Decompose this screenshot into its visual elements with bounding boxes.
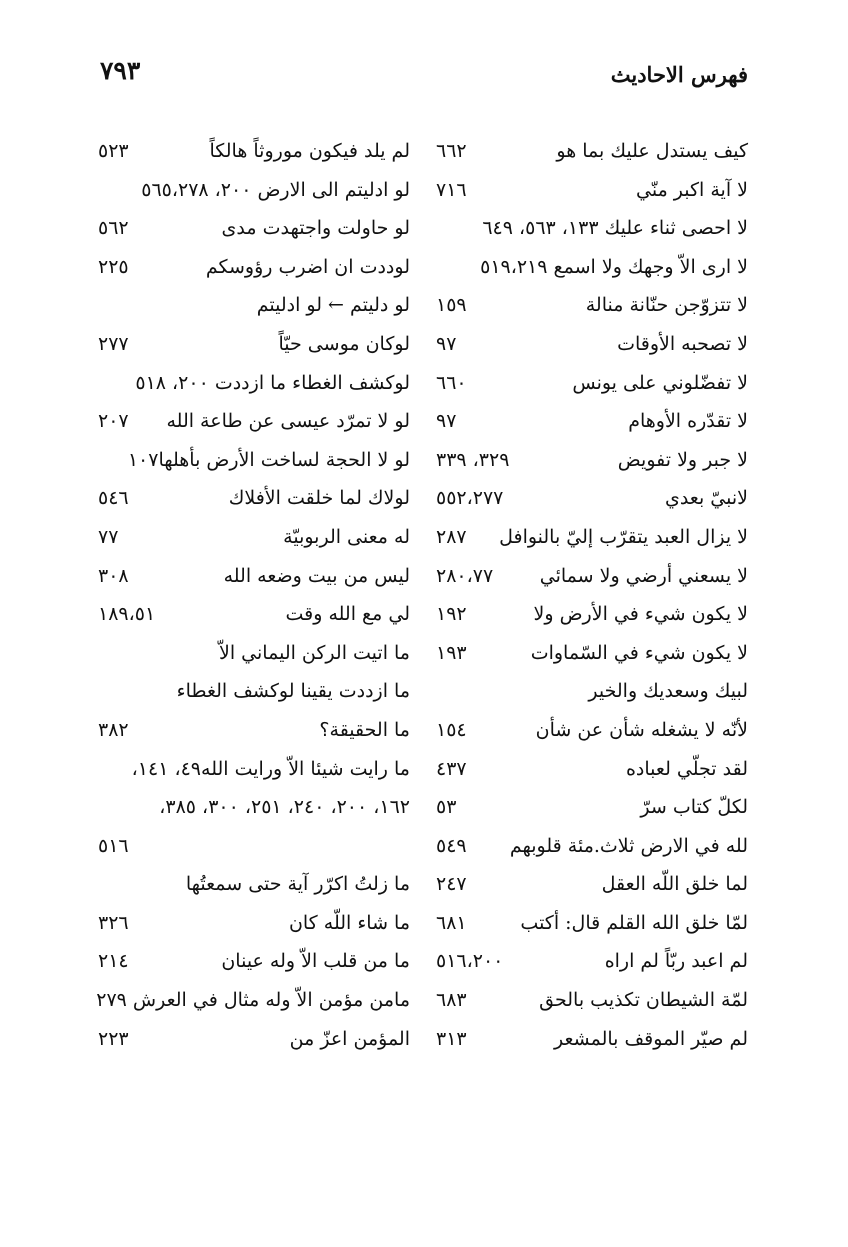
entry-text: لا تفضّلوني على يونس xyxy=(572,371,748,394)
index-entry xyxy=(436,750,748,789)
entry-text: لا آية اكبر منّي xyxy=(636,178,748,201)
entry-text: لم صيّر الموقف بالمشعر xyxy=(554,1027,748,1050)
index-entry xyxy=(98,557,410,596)
entry-text: لي مع الله وقت xyxy=(285,603,410,626)
entry-pages: ١٨٩،٥١ xyxy=(98,603,156,626)
index-entry xyxy=(436,981,748,1020)
index-entry xyxy=(98,634,410,673)
index-entry xyxy=(98,286,410,325)
entry-pages: ٧١٦ xyxy=(436,178,467,201)
entry-text: لم اعبد ربّاً لم اراه xyxy=(604,950,748,973)
entry-pages: ٤٣٧ xyxy=(436,757,467,780)
entry-pages: ٥١٦ xyxy=(98,834,129,857)
entry-text: ما رايت شيئا الاّ ورايت الله٤٩، ١٤١، xyxy=(131,757,410,780)
index-entry xyxy=(98,595,410,634)
index-entry xyxy=(436,286,748,325)
index-entry xyxy=(98,750,410,789)
entry-text: لم يلد فيكون موروثاً هالكاً xyxy=(209,140,410,162)
index-entry xyxy=(436,248,748,287)
index-entry xyxy=(98,672,410,711)
entry-text: كيف يستدل عليك بما هو xyxy=(556,140,748,162)
entry-pages: ١٥٤ xyxy=(436,718,467,741)
entry-text: ما زلتُ اكرّر آية حتى سمعتُها xyxy=(185,873,410,896)
entry-text: لو ادليتم الى الارض ٢٠٠، ٥٦٥،٢٧٨ xyxy=(141,178,410,201)
index-entry xyxy=(436,865,748,904)
index-entry xyxy=(98,132,410,171)
entry-text: لا تقدّره الأوهام xyxy=(628,410,748,433)
index-entry xyxy=(436,672,748,711)
entry-pages: ٣١٣ xyxy=(436,1027,467,1050)
entry-text: لا تتزوّجن حنّانة منالة xyxy=(585,294,748,317)
entry-text: ليس من بيت وضعه الله xyxy=(223,564,410,587)
entry-pages: ٣٢٦ xyxy=(98,911,129,934)
entry-pages: ٢٨٧ xyxy=(436,525,467,548)
entry-pages: ١٥٩ xyxy=(436,294,467,317)
entry-text: ما ازددت يقينا لوكشف الغطاء xyxy=(176,680,410,703)
entry-pages: ٦٦٠ xyxy=(436,371,467,394)
index-entry xyxy=(98,402,410,441)
index-entry xyxy=(98,364,410,403)
entry-pages: ٦٨٣ xyxy=(436,989,467,1012)
entry-pages: ٥٤٩ xyxy=(436,834,467,857)
entry-text: لا يكون شيء في السّماوات xyxy=(530,641,748,664)
index-entry xyxy=(436,325,748,364)
entry-pages: ٧٧ xyxy=(98,525,119,548)
entry-pages: ٥٥٢،٢٧٧ xyxy=(436,487,504,510)
index-column-right xyxy=(436,132,748,1058)
index-entry xyxy=(98,171,410,210)
index-entry xyxy=(98,827,410,866)
index-entry xyxy=(436,171,748,210)
entry-text: مامن مؤمن الاّ وله مثال في العرش ٢٧٩ xyxy=(96,989,410,1012)
entry-pages: ٣٨٢ xyxy=(98,718,129,741)
entry-text: لوكان موسى حيّاً xyxy=(278,332,410,355)
entry-pages: ٩٧ xyxy=(436,332,457,355)
index-entry xyxy=(98,1020,410,1059)
entry-pages: ٢٨٠،٧٧ xyxy=(436,564,494,587)
index-entry xyxy=(436,1020,748,1059)
entry-text: لو لا تمرّد عيسى عن طاعة الله xyxy=(166,410,410,433)
index-entry xyxy=(98,865,410,904)
entry-text: ما شاء اللّه كان xyxy=(288,911,410,934)
entry-pages: ٥٣ xyxy=(436,796,457,819)
entry-pages: ٥٢٣ xyxy=(98,140,129,162)
entry-text: لا تصحبه الأوقات xyxy=(617,332,748,355)
entry-text: المؤمن اعزّ من xyxy=(289,1027,410,1050)
index-entry xyxy=(98,518,410,557)
entry-pages: ٦٨١ xyxy=(436,911,467,934)
entry-text: له معنى الربوبيّة xyxy=(283,525,410,548)
entry-text: لولاك لما خلقت الأفلاك xyxy=(228,487,410,510)
running-title: فهرس الاحاديث xyxy=(610,62,748,87)
index-entry xyxy=(98,904,410,943)
entry-pages: ٣٠٨ xyxy=(98,564,129,587)
index-entry xyxy=(436,132,748,171)
entry-pages: ١٩٣ xyxy=(436,641,467,664)
entry-pages: ٢٠٧ xyxy=(98,410,129,433)
entry-pages: ٩٧ xyxy=(436,410,457,433)
index-entry xyxy=(98,942,410,981)
entry-pages: ٥١٦،٢٠٠ xyxy=(436,950,504,973)
page-header xyxy=(100,56,748,96)
entry-pages: ٦٦٢ xyxy=(436,140,467,162)
page-number: ٧٩٣ xyxy=(100,56,141,85)
entry-text: لا يكون شيء في الأرض ولا xyxy=(533,603,748,626)
entry-text: لله في الارض ثلاث.مئة قلوبهم xyxy=(509,834,748,857)
entry-pages: ٣٢٩، ٣٣٩ xyxy=(436,448,510,471)
entry-text: لقد تجلّي لعباده xyxy=(625,757,748,780)
entry-pages: ٢٢٥ xyxy=(98,255,129,278)
index-entry xyxy=(436,402,748,441)
entry-text: لمّا خلق الله القلم قال: أكتب xyxy=(520,911,748,934)
entry-text: لا يزال العبد يتقرّب إليّ بالنوافل xyxy=(499,525,748,548)
index-entry xyxy=(436,788,748,827)
entry-pages: ٢٧٧ xyxy=(98,332,129,355)
entry-text: لوكشف الغطاء ما ازددت ٢٠٠، ٥١٨ xyxy=(135,371,410,394)
index-entry xyxy=(436,518,748,557)
entry-text: لمّة الشيطان تكذيب بالحق xyxy=(539,989,748,1012)
index-entry xyxy=(436,479,748,518)
entry-pages: ٢٢٣ xyxy=(98,1027,129,1050)
entry-text: لا ارى الاّ وجهك ولا اسمع ٥١٩،٢١٩ xyxy=(480,255,748,278)
index-entry xyxy=(98,479,410,518)
entry-text: لبيك وسعديك والخير xyxy=(588,680,748,703)
entry-text: لكلّ كتاب سرّ xyxy=(640,796,748,819)
entry-pages: ١٩٢ xyxy=(436,603,467,626)
index-entry xyxy=(98,788,410,827)
index-entry xyxy=(98,248,410,287)
entry-pages: ٢١٤ xyxy=(98,950,129,973)
index-entry xyxy=(436,634,748,673)
index-entry xyxy=(98,325,410,364)
entry-text: لو لا الحجة لساخت الأرض بأهلها١٠٧ xyxy=(127,448,410,471)
index-entry xyxy=(436,209,748,248)
index-column-left xyxy=(98,132,410,1058)
index-entry xyxy=(436,827,748,866)
entry-text: ما الحقيقة؟ xyxy=(319,718,410,741)
index-entry xyxy=(98,441,410,480)
index-entry xyxy=(98,711,410,750)
index-entry xyxy=(98,209,410,248)
entry-text: لوددت ان اضرب رؤوسكم xyxy=(205,255,410,278)
index-entry xyxy=(436,364,748,403)
entry-text: لما خلق اللّه العقل xyxy=(601,873,748,896)
entry-text: لأنّه لا يشغله شأن عن شأن xyxy=(535,718,748,741)
entry-pages: ٥٦٢ xyxy=(98,217,129,240)
index-entry xyxy=(436,904,748,943)
entry-pages: ٢٤٧ xyxy=(436,873,467,896)
entry-text: ما من قلب الاّ وله عينان xyxy=(221,950,410,973)
entry-text: لو حاولت واجتهدت مدى xyxy=(221,217,410,240)
index-entry xyxy=(436,711,748,750)
entry-text: ١٦٢، ٢٠٠، ٢٤٠، ٢٥١، ٣٠٠، ٣٨٥، xyxy=(159,796,410,819)
entry-text: لا يسعني أرضي ولا سمائي xyxy=(539,564,748,587)
index-entry xyxy=(98,981,410,1020)
entry-text: ما اتيت الركن اليماني الاّ xyxy=(219,641,410,664)
entry-pages: ٥٤٦ xyxy=(98,487,129,510)
index-entry xyxy=(436,557,748,596)
index-entry xyxy=(436,942,748,981)
index-entry xyxy=(436,441,748,480)
entry-text: لا جبر ولا تفويض xyxy=(617,448,748,471)
entry-text: لو دليتم ← لو ادليتم xyxy=(256,294,410,317)
entry-text: لا احصى ثناء عليك ١٣٣، ٥٦٣، ٦٤٩ xyxy=(482,217,748,240)
index-entry xyxy=(436,595,748,634)
entry-text: لانبيّ بعدي xyxy=(664,487,748,510)
